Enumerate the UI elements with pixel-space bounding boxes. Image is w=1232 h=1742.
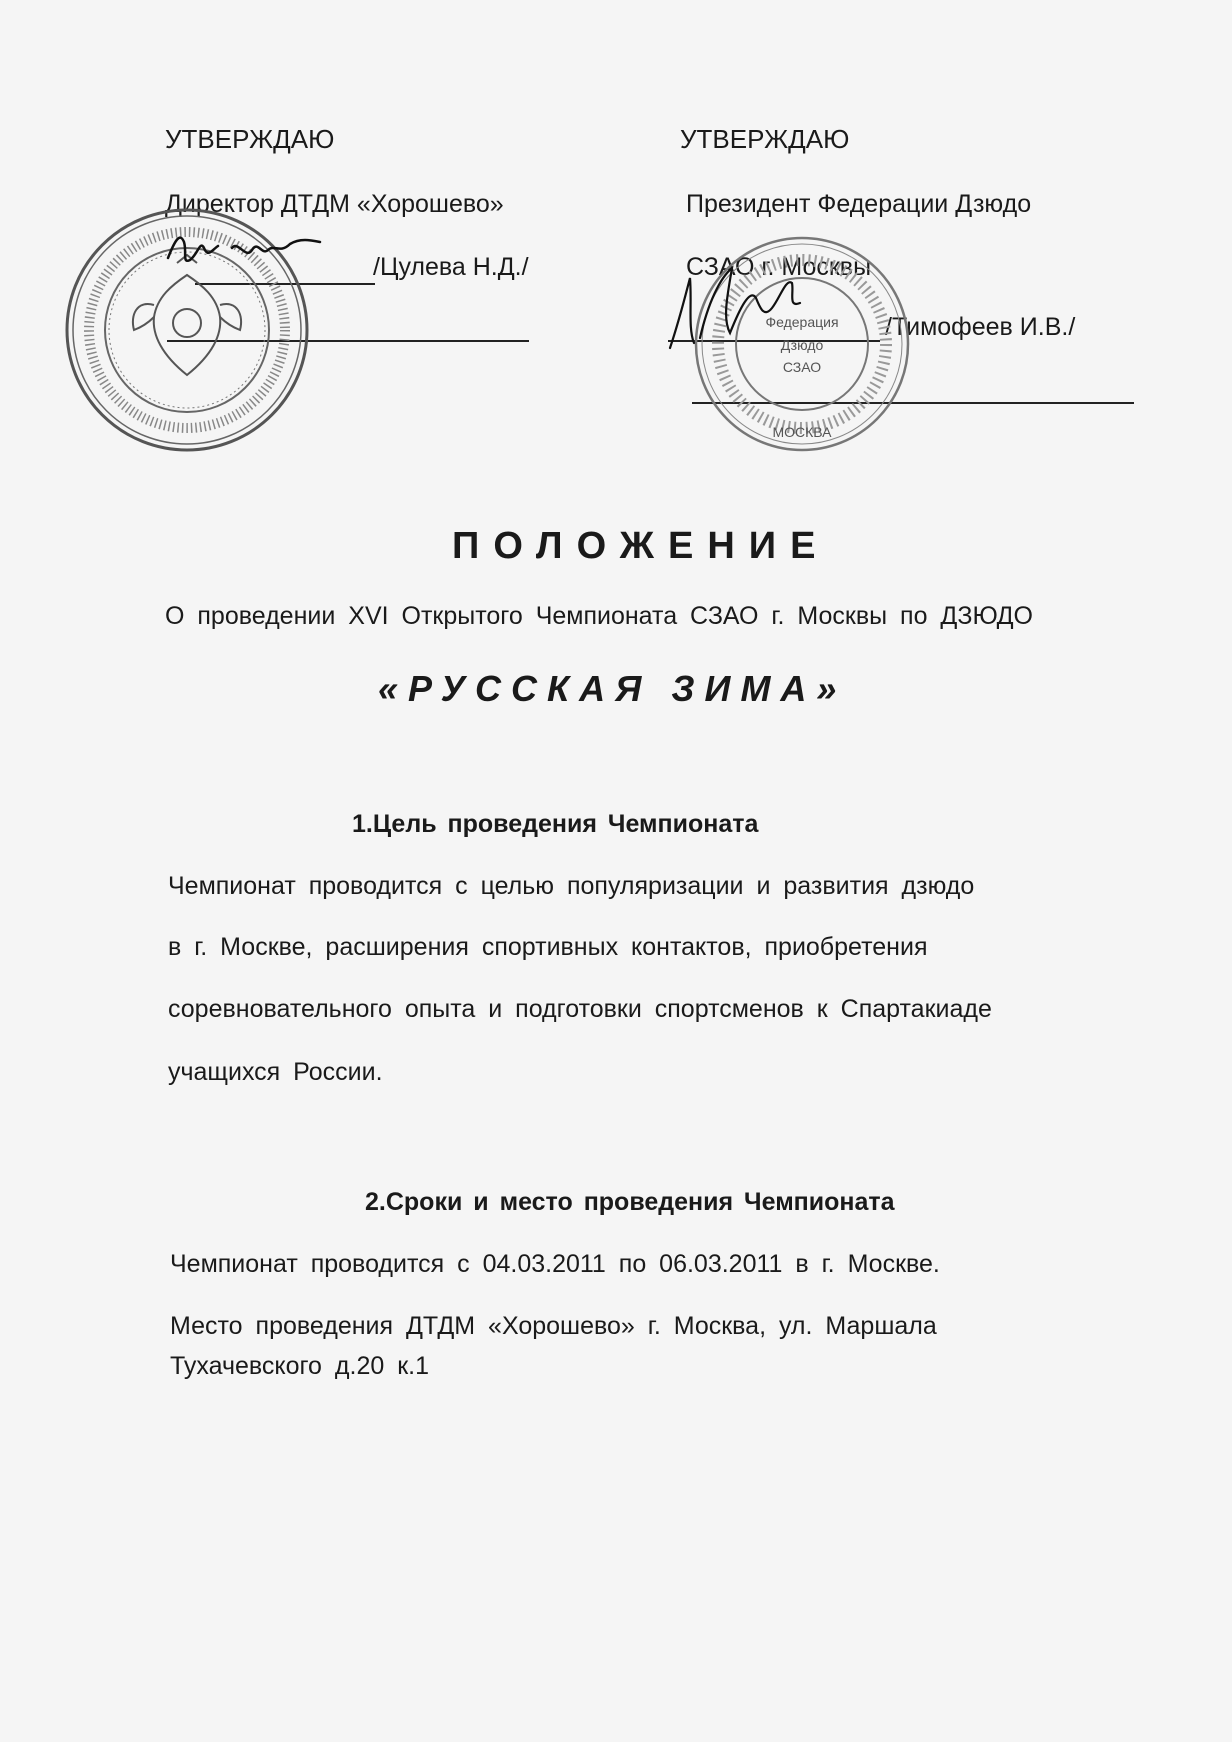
signature-right	[660, 248, 810, 358]
event-name: «РУССКАЯ ЗИМА»	[378, 668, 847, 709]
section-1-line-4: учащихся России.	[168, 1058, 383, 1086]
section-2-line-1: Чемпионат проводится с 04.03.2011 по 06.03.2011 в г. Москве.	[170, 1250, 940, 1278]
approval-left-heading: УТВЕРЖДАЮ	[165, 124, 335, 154]
approval-right-position-1: Президент Федерации Дзюдо	[686, 190, 1032, 218]
approval-right-signatory: /Тимофеев И.В./	[885, 313, 1076, 341]
document-title: ПОЛОЖЕНИЕ	[452, 525, 830, 567]
approval-left-signatory: /Цулева Н.Д./	[373, 253, 529, 281]
section-2-heading: 2.Сроки и место проведения Чемпионата	[365, 1188, 895, 1216]
section-2-line-2: Место проведения ДТДМ «Хорошево» г. Москва, ул. Маршала	[170, 1312, 937, 1340]
seal-right-line3: СЗАО	[782, 359, 822, 375]
section-1-line-1: Чемпионат проводится с целью популяризации и развития дзюдо	[168, 872, 975, 900]
approval-right-position-2: СЗАО г. Москвы	[686, 253, 872, 281]
approval-left-position: Директор ДТДМ «Хорошево»	[165, 190, 504, 218]
seal-right-line1: Федерация	[765, 314, 839, 330]
approval-right-heading: УТВЕРЖДАЮ	[680, 124, 850, 154]
section-1-line-2: в г. Москве, расширения спортивных контактов, приобретения	[168, 933, 928, 961]
seal-right-line2: Дзюдо	[780, 337, 824, 353]
section-1-heading: 1.Цель проведения Чемпионата	[352, 810, 759, 838]
document-subtitle: О проведении XVI Открытого Чемпионата СЗАО г. Москвы по ДЗЮДО	[165, 602, 1033, 630]
section-2-line-3: Тухачевского д.20 к.1	[170, 1352, 429, 1380]
section-1-line-3: соревновательного опыта и подготовки спортсменов к Спартакиаде	[168, 995, 992, 1023]
signature-left	[150, 220, 340, 280]
seal-right-bottom: МОСКВА	[772, 424, 832, 440]
